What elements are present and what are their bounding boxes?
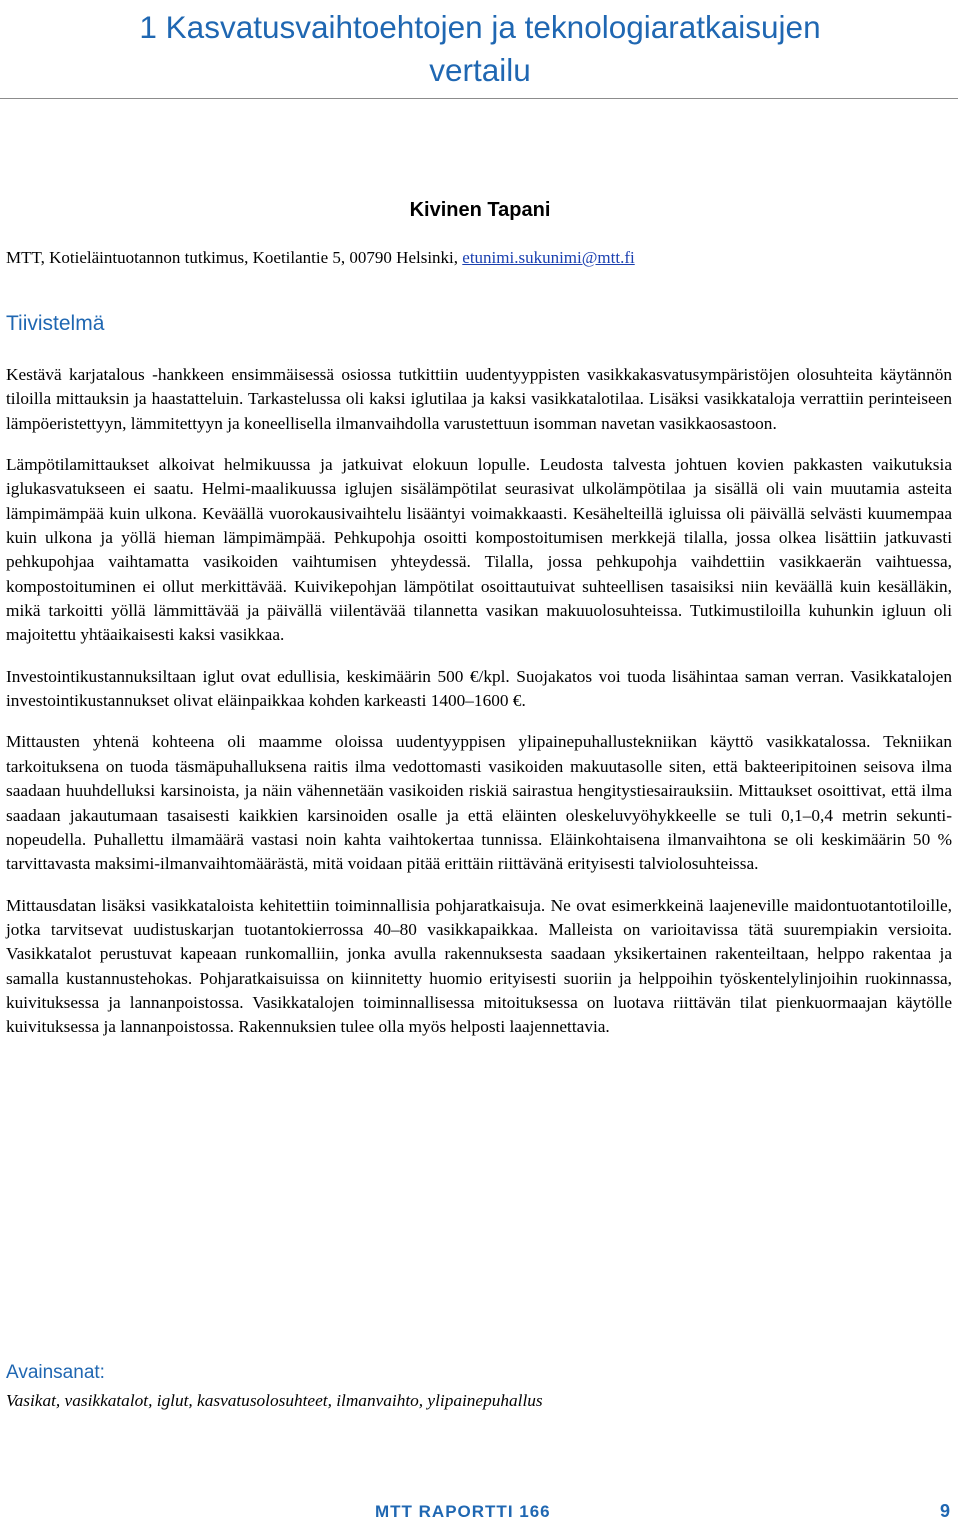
abstract-paragraph-4: Mittausten yhtenä kohteena oli maamme oloissa uudentyyppisen ylipainepuhallustekniikan käyttö vasikkatalossa. Tekniikan tarkoituksena on tuoda täsmäpuhalluksena raitis ilma vedottomasti vasikoiden makuutasolle siten, että bakteeripitoinen seisova ilma saadaan huuhdelluksi karsinoista, ja näin vähennetään vasikoiden riskiä sairastua hengitystiesairauksiin. Mittaukset osoittivat, että ilma saadaan jakautumaan tasaisesti kaikkien karsinoiden osalle ja että eläinten oleskeluvyöhykkeelle se tuli 0,1–0,4 metrin sekuntinopeudella. Puhallettu ilmamäärä vastasi noin kahta vaihtokertaa tunnissa. Eläinkohtaisena ilmanvaihtona se oli keskimäärin 50 % tarvittavasta maksimi-ilmanvaihtomäärästä, mitä voidaan pitää erittäin riittävänä erityisesti talviolosuhteissa. [6, 732, 952, 874]
author-name: Kivinen Tapani [409, 199, 551, 221]
affiliation-email-link[interactable]: etunimi.sukunimi@mtt.fi [462, 248, 635, 267]
abstract-paragraph-1: Kestävä karjatalous -hankkeen ensimmäisessä osiossa tutkittiin uudentyyppisten vasikkakasvatusympäristöjen olosuhteita käytännön tiloilla mittauksin ja haastatteluin. Tarkastelussa oli kaksi iglutilaa ja kaksi vasikkatalotilaa. Lisäksi vasikkataloja verrattiin perinteiseen lämpöeristettyyn, lämmitettyyn ja koneellisella ilmanvaihdolla varustettuun isomman navetan vasikkaosastoon. [6, 365, 952, 433]
abstract-paragraph-2: Lämpötilamittaukset alkoivat helmikuussa ja jatkuivat elokuun lopulle. Leudosta talvesta johtuen kovien pakkasten vaikutuksia iglukasvatukseen ei saatu. Helmi-maalikuussa iglujen sisälämpötilat seurasivat ulkolämpötilaa ja sisällä oli vain muutamia asteita lämpimämpää kuin ulkona. Keväällä vuorokausivaihtelu lisääntyi voimakkaasti. Kesähelteillä igluissa oli päivällä selvästi kuumempaa kuin ulkona ja yöllä hieman lämpimämpää. Pehkupohja osoitti kompostoitumisen merkkejä tilalla, jossa olkea lisättiin jatkuvasti pehkupohjaa vaihtamatta vasikoiden vaihtumisen yhteydessä. Tilalla, jossa pehkupohja vaihdettiin vasikkaerän vaihtuessa, kompostoituminen ei ollut merkittävää. Kuivikepohjan lämpötilat osoittautuivat suhteellisen tasaisiksi niin keväällä kuin kesälläkin, mikä tarkoitti yöllä lämmittävää ja päivällä viilentävää tilannetta vasikan makuuolosuhteissa. Tutkimustiloilla kuhunkin igluun oli majoitettu yhtäaikaisesti kaksi vasikkaa. [6, 455, 952, 645]
author-affiliation [6, 244, 956, 272]
abstract-body [6, 363, 952, 1057]
keywords-heading: Avainsanat: [6, 1362, 105, 1383]
title-divider [0, 98, 958, 99]
paper-title-line-2: vertailu [429, 52, 531, 88]
keywords-list: Vasikat, vasikkatalot, iglut, kasvatusolosuhteet, ilmanvaihto, ylipainepuhallus [6, 1391, 543, 1410]
footer-series-name: MTT RAPORTTI 166 [375, 1502, 551, 1521]
abstract-paragraph-3: Investointikustannuksiltaan iglut ovat edullisia, keskimäärin 500 €/kpl. Suojakatos voi tuoda lisähintaa saman verran. Vasikkatalojen investointikustannukset olivat eläinpaikkaa kohden karkeasti 1400–1600 €. [6, 666, 952, 711]
paper-title [0, 6, 960, 92]
footer-page-number: 9 [940, 1501, 951, 1521]
abstract-paragraph-5: Mittausdatan lisäksi vasikkataloista kehitettiin toiminnallisia pohjaratkaisuja. Ne ovat esimerkkeinä laajeneville maidontuotantotiloille, jotka tarvitsevat uudistuskarjan tuotantokierrossa 40–80 vasikkapaikkaa. Malleista on varioitavissa tätä suurempiakin versioita. Vasikkatalot perustuvat kapeaan runkomalliin, jonka avulla rakennuksesta saadaan yksikertainen rakenteiltaan, helppo rakentaa ja samalla kustannustehokas. Pohjaratkaisuissa on kiinnitetty huomio erityisesti suoriin ja helppoihin työskentelylinjoihin ruokinnassa, kuivituksessa ja lannanpoistossa. Vasikkatalojen toiminnallisessa mitoituksessa on luotava riittävän tilat pienkuormaajan käytölle kuivituksessa ja lannanpoistossa. Rakennuksien tulee olla myös helposti laajennettavia. [6, 895, 952, 1037]
affiliation-text: MTT, Kotieläintuotannon tutkimus, Koetilantie 5, 00790 Helsinki, [6, 248, 463, 267]
abstract-heading: Tiivistelmä [6, 312, 105, 335]
paper-title-line-1: 1 Kasvatusvaihtoehtojen ja teknologiaratkaisujen [139, 9, 821, 45]
